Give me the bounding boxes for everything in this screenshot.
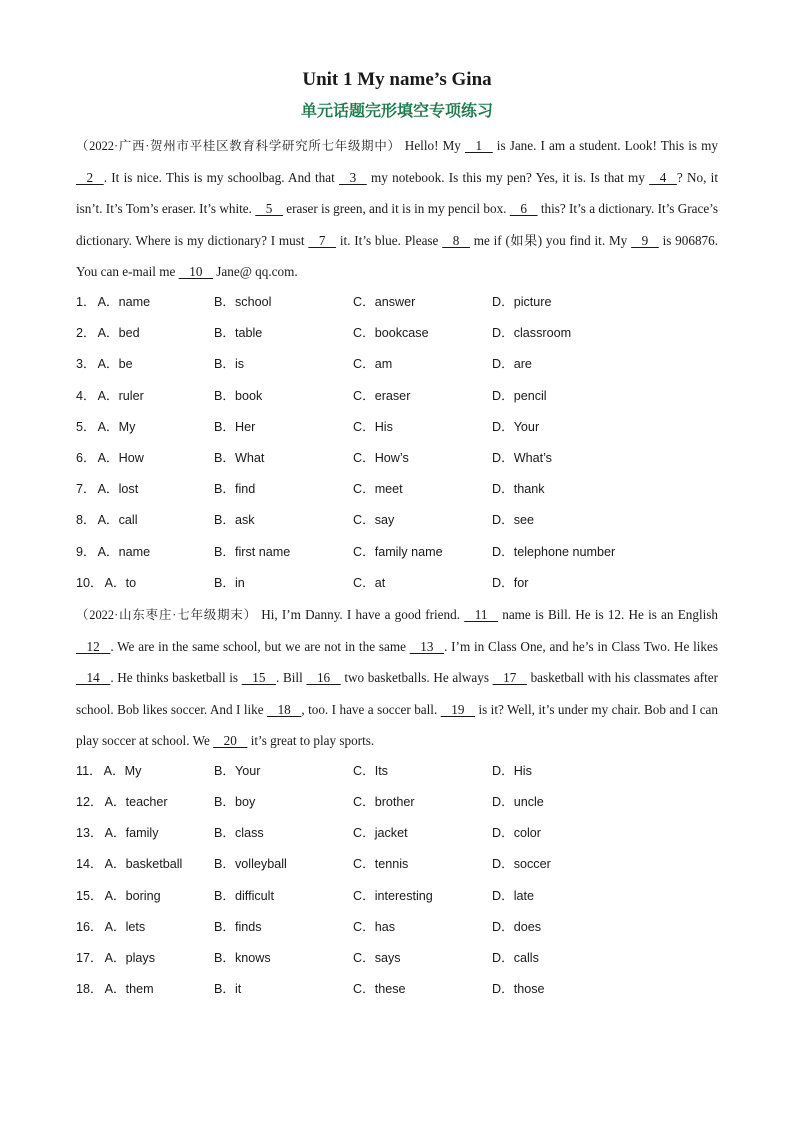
option-c[interactable]: C．says: [353, 951, 401, 966]
option-c[interactable]: C．family name: [353, 544, 443, 559]
answer-blank: 18: [267, 701, 302, 717]
option-d[interactable]: D．telephone number: [492, 544, 616, 559]
option-b[interactable]: B．What: [214, 450, 265, 465]
option-d[interactable]: D．His: [492, 763, 532, 778]
option-b[interactable]: B．ask: [214, 513, 255, 528]
question-number: 5．: [76, 419, 96, 434]
question-row: [76, 443, 718, 474]
option-b[interactable]: B．finds: [214, 919, 262, 934]
option-a[interactable]: A．How: [97, 450, 144, 465]
question-number: 16．: [76, 919, 103, 934]
option-a[interactable]: A．plays: [104, 951, 156, 966]
option-a[interactable]: A．to: [104, 575, 137, 590]
option-c[interactable]: C．eraser: [353, 388, 411, 403]
option-b[interactable]: B．difficult: [214, 888, 274, 903]
option-d[interactable]: D．late: [492, 888, 534, 903]
option-d[interactable]: D．for: [492, 575, 529, 590]
option-c[interactable]: C．say: [353, 513, 395, 528]
question-number: 7．: [76, 482, 96, 497]
option-a[interactable]: A．call: [97, 513, 138, 528]
question-number: 1．: [76, 295, 96, 310]
option-c[interactable]: C．bookcase: [353, 326, 429, 341]
question-number: 15．: [76, 888, 103, 903]
question-list-2: [76, 756, 718, 1006]
option-d[interactable]: D．color: [492, 826, 541, 841]
passage-text: is Jane. I am a student. Look! This is my: [492, 138, 718, 153]
option-b[interactable]: B．first name: [214, 544, 291, 559]
option-b[interactable]: B．it: [214, 982, 242, 997]
option-d[interactable]: D．thank: [492, 482, 545, 497]
question-row: [76, 881, 718, 912]
answer-blank: 12: [76, 639, 111, 655]
passage-text: me if (如果) you find it. My: [469, 232, 632, 248]
question-number: 13．: [76, 826, 103, 841]
option-c[interactable]: C．at: [353, 575, 386, 590]
passage-text: it. It’s blue. Please: [336, 232, 443, 248]
answer-blank: 11: [464, 606, 499, 622]
answer-blank: 17: [492, 670, 527, 686]
question-row: [76, 756, 718, 787]
option-d[interactable]: D．uncle: [492, 795, 544, 810]
question-row: [76, 474, 718, 505]
option-b[interactable]: B．boy: [214, 795, 256, 810]
option-b[interactable]: B．knows: [214, 951, 271, 966]
option-d[interactable]: D．Your: [492, 419, 540, 434]
passage-text: this? It’s a dictionary. It’s Grace’s dictionary. Where is my dictionary? I must: [76, 201, 719, 248]
passage-text: my notebook. Is this my pen? Yes, it is. Is that my: [366, 170, 650, 186]
answer-blank: 20: [213, 732, 248, 748]
option-c[interactable]: C．tennis: [353, 857, 409, 872]
passage-text: . I’m in Class One, and he’s in Class Two. He likes: [444, 639, 719, 655]
passage-text: is it? Well, it’s under my chair. Bob and I can play soccer at school. We: [76, 701, 718, 748]
option-c[interactable]: C．am: [353, 357, 393, 372]
cloze-passage-1: [76, 130, 718, 287]
option-a[interactable]: A．basketball: [104, 857, 183, 872]
answer-blank: 4: [649, 170, 677, 186]
question-row: [76, 849, 718, 880]
answer-blank: 15: [241, 670, 277, 686]
option-a[interactable]: A．bed: [97, 326, 140, 341]
option-d[interactable]: D．calls: [492, 951, 539, 966]
document-page: [76, 64, 718, 1005]
option-a[interactable]: A．lets: [104, 919, 146, 934]
answer-blank: 1: [465, 138, 493, 153]
question-list-1: [76, 287, 718, 599]
option-b[interactable]: B．in: [214, 575, 245, 590]
option-c[interactable]: C．His: [353, 419, 393, 434]
answer-blank: 8: [442, 232, 470, 248]
question-number: 10．: [76, 575, 103, 590]
answer-blank: 9: [631, 232, 659, 248]
option-d[interactable]: D．those: [492, 982, 545, 997]
option-b[interactable]: B．Her: [214, 419, 256, 434]
option-b[interactable]: B．book: [214, 388, 263, 403]
answer-blank: 2: [76, 170, 104, 186]
answer-blank: 19: [440, 701, 476, 717]
answer-blank: 13: [409, 639, 445, 655]
question-number: 12．: [76, 795, 103, 810]
option-c[interactable]: C．jacket: [353, 826, 408, 841]
cloze-passage-2: [76, 599, 718, 756]
passage-text: eraser is green, and it is in my pencil box.: [282, 201, 510, 217]
option-a[interactable]: A．boring: [104, 888, 161, 903]
option-d[interactable]: D．picture: [492, 295, 552, 310]
passage-text: Hello! My: [404, 138, 465, 153]
option-c[interactable]: C．Its: [353, 763, 388, 778]
passage-source: （2022·广西·贺州市平桂区教育科学研究所七年级期中）: [76, 139, 401, 153]
option-a[interactable]: A．name: [97, 544, 151, 559]
option-a[interactable]: A．lost: [97, 482, 139, 497]
passage-text: it’s great to play sports.: [247, 732, 375, 748]
passage-source: （2022·山东枣庄·七年级期末）: [76, 607, 258, 622]
option-b[interactable]: B．class: [214, 826, 264, 841]
option-c[interactable]: C．How’s: [353, 450, 409, 465]
question-row: [76, 787, 718, 818]
option-b[interactable]: B．Your: [214, 763, 261, 778]
option-a[interactable]: A．name: [97, 295, 151, 310]
passage-text: basketball with his classmates after school. Bob likes soccer. And I like: [76, 670, 718, 717]
question-row: [76, 505, 718, 536]
question-number: 11．: [76, 763, 102, 778]
option-b[interactable]: B．table: [214, 326, 263, 341]
passage-text: two basketballs. He always: [340, 670, 493, 686]
passage-text: , too. I have a soccer ball.: [301, 701, 441, 717]
question-number: 14．: [76, 857, 103, 872]
passage-text: ? No, it isn’t. It’s Tom’s eraser. It’s white.: [76, 170, 718, 217]
option-a[interactable]: A．teacher: [104, 795, 168, 810]
question-row: [76, 818, 718, 849]
option-d[interactable]: D．soccer: [492, 857, 551, 872]
passage-text: . He thinks basketball is: [110, 670, 242, 686]
question-row: [76, 568, 718, 599]
answer-blank: 16: [306, 670, 341, 686]
question-number: 3．: [76, 357, 96, 372]
answer-blank: 14: [76, 670, 111, 686]
answer-blank: 6: [509, 201, 538, 217]
passage-text: is 906876. You can e-mail me: [76, 232, 719, 279]
question-row: [76, 381, 718, 412]
option-d[interactable]: D．What’s: [492, 450, 552, 465]
page-title: Unit 1 My name’s Gina: [302, 69, 492, 90]
question-row: [76, 287, 718, 318]
question-row: [76, 912, 718, 943]
passage-text: Jane@ qq.com.: [213, 263, 298, 279]
question-number: 6．: [76, 450, 96, 465]
option-d[interactable]: D．does: [492, 919, 541, 934]
option-a[interactable]: A．them: [104, 982, 154, 997]
page-subtitle: 单元话题完形填空专项练习: [300, 101, 493, 120]
option-a[interactable]: A．family: [104, 826, 159, 841]
passage-text: . It is nice. This is my schoolbag. And that: [103, 170, 340, 186]
option-d[interactable]: D．are: [492, 357, 532, 372]
option-b[interactable]: B．school: [214, 295, 272, 310]
option-c[interactable]: C．has: [353, 919, 395, 934]
option-c[interactable]: C．interesting: [353, 888, 433, 903]
answer-blank: 10: [178, 263, 213, 279]
question-number: 2．: [76, 326, 96, 341]
question-row: [76, 537, 718, 568]
option-b[interactable]: B．is: [214, 357, 245, 372]
question-row: [76, 412, 718, 443]
passage-text: . Bill: [276, 670, 307, 686]
option-d[interactable]: D．pencil: [492, 388, 547, 403]
option-a[interactable]: A．be: [97, 357, 133, 372]
option-c[interactable]: C．these: [353, 982, 406, 997]
option-a[interactable]: A．My: [103, 763, 142, 778]
passage-text: name is Bill. He is 12. He is an English: [498, 606, 718, 622]
question-number: 17．: [76, 951, 103, 966]
question-number: 9．: [76, 544, 96, 559]
question-number: 8．: [76, 513, 96, 528]
option-b[interactable]: B．volleyball: [214, 857, 287, 872]
question-number: 4．: [76, 388, 96, 403]
passage-text: . We are in the same school, but we are not in the same: [110, 639, 410, 655]
option-c[interactable]: C．answer: [353, 295, 416, 310]
question-number: 18．: [76, 982, 103, 997]
option-c[interactable]: C．brother: [353, 795, 415, 810]
question-row: [76, 349, 718, 380]
option-b[interactable]: B．find: [214, 482, 256, 497]
option-d[interactable]: D．classroom: [492, 326, 572, 341]
question-row: [76, 943, 718, 974]
option-a[interactable]: A．My: [97, 419, 136, 434]
answer-blank: 3: [339, 170, 367, 186]
passage-text: Hi, I’m Danny. I have a good friend.: [261, 606, 465, 622]
option-d[interactable]: D．see: [492, 513, 534, 528]
option-a[interactable]: A．ruler: [97, 388, 144, 403]
question-row: [76, 974, 718, 1005]
answer-blank: 7: [308, 232, 337, 248]
question-row: [76, 318, 718, 349]
option-c[interactable]: C．meet: [353, 482, 403, 497]
answer-blank: 5: [255, 201, 283, 217]
